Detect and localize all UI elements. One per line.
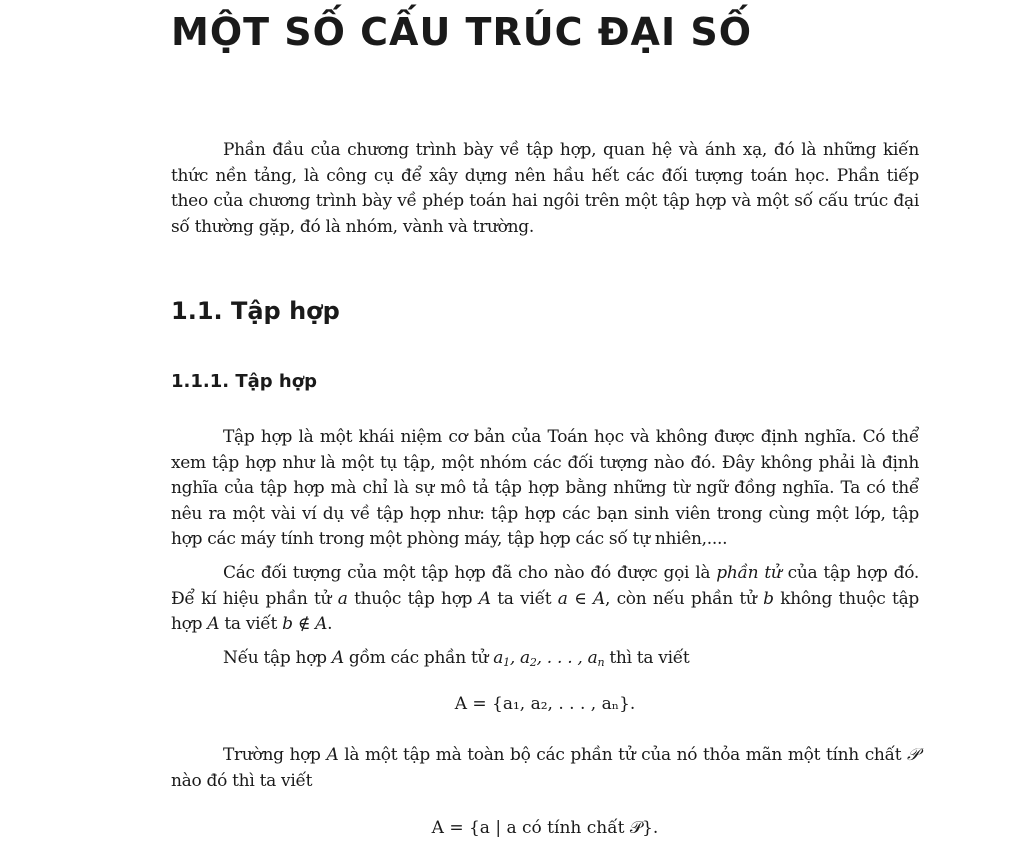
math-expression: a ∈ A	[557, 588, 605, 609]
paragraph-element-notation	[171, 561, 919, 638]
text-run: , còn nếu phần tử	[604, 588, 764, 609]
equation-set-enumeration: A = {a₁, a₂, . . . , aₙ}.	[454, 694, 636, 714]
paragraph-set-definition: Tập hợp là một khái niệm cơ bản của Toán học và không được định nghĩa. Có thể xem tập hợp như là một tụ tập, một nhóm các đối tượng nào đó. Đây không phải là định nghĩa của tập hợp mà chỉ là sự mô tả tập hợp bằng những từ ngữ đồng nghĩa. Ta có thể nêu ra một vài ví dụ về tập hợp như: tập hợp các bạn sinh viên trong cùng một lớp, tập hợp các máy tính trong một phòng máy, tập hợp các số tự nhiên,....	[171, 427, 919, 549]
section-title: 1.1. Tập hợp	[171, 297, 340, 325]
subsection-title: 1.1.1. Tập hợp	[171, 371, 317, 392]
subscript: 1	[503, 656, 510, 669]
math-variable: a	[587, 648, 598, 668]
math-expression: b ∉ A	[282, 614, 328, 634]
math-variable: A	[331, 648, 344, 668]
math-variable: a	[493, 648, 504, 668]
text-run: thì ta viết	[604, 648, 690, 668]
math-variable: b	[763, 588, 774, 609]
text-run: gồm các phần tử	[343, 648, 494, 668]
text-run: là một tập mà toàn bộ các phần tử của nó thỏa mãn một tính chất	[338, 745, 908, 765]
math-variable: a	[337, 588, 348, 609]
subscript: n	[597, 656, 605, 669]
math-variable: a	[520, 648, 530, 668]
text-run: của tập hợp đó. Để kí hiệu phần tử	[171, 563, 919, 609]
paragraph-property	[171, 743, 919, 794]
intro-paragraph: Phần đầu của chương trình bày về tập hợp, quan hệ và ánh xạ, đó là những kiến thức nền tảng, là công cụ để xây dựng nên hầu hết các đối tượng toán học. Phần tiếp theo của chương trình bày về phép toán hai ngôi trên một tập hợp và một số cấu trúc đại số thường gặp, đó là nhóm, vành và trường.	[171, 140, 919, 237]
subscript: 2	[529, 656, 537, 669]
math-variable: A	[326, 745, 339, 765]
math-expression: $a_1$, $a_2$, . . . , $a_n$	[493, 648, 605, 669]
text-run: thuộc tập hợp	[347, 588, 479, 609]
text-run: nào đó thì ta viết	[171, 770, 313, 791]
text-run: .	[327, 614, 333, 634]
emphasis-term: phần tử	[716, 563, 782, 583]
math-variable: A	[207, 614, 220, 634]
text-run: ta viết	[219, 614, 283, 634]
chapter-title: MỘT SỐ CẤU TRÚC ĐẠI SỐ	[171, 10, 752, 54]
paragraph-enumeration	[171, 646, 919, 676]
equation-set-builder: A = {a | a có tính chất 𝒫}.	[431, 818, 659, 838]
text-run: Trường hợp	[223, 745, 327, 765]
text-run: Các đối tượng của một tập hợp đã cho nào đó được gọi là	[223, 563, 717, 583]
text-run: ta viết	[490, 588, 558, 609]
math-variable: 𝒫	[907, 745, 919, 765]
math-variable: A	[478, 588, 491, 609]
text-run: không thuộc tập hợp	[171, 588, 920, 634]
text-run: Nếu tập hợp	[223, 648, 332, 668]
